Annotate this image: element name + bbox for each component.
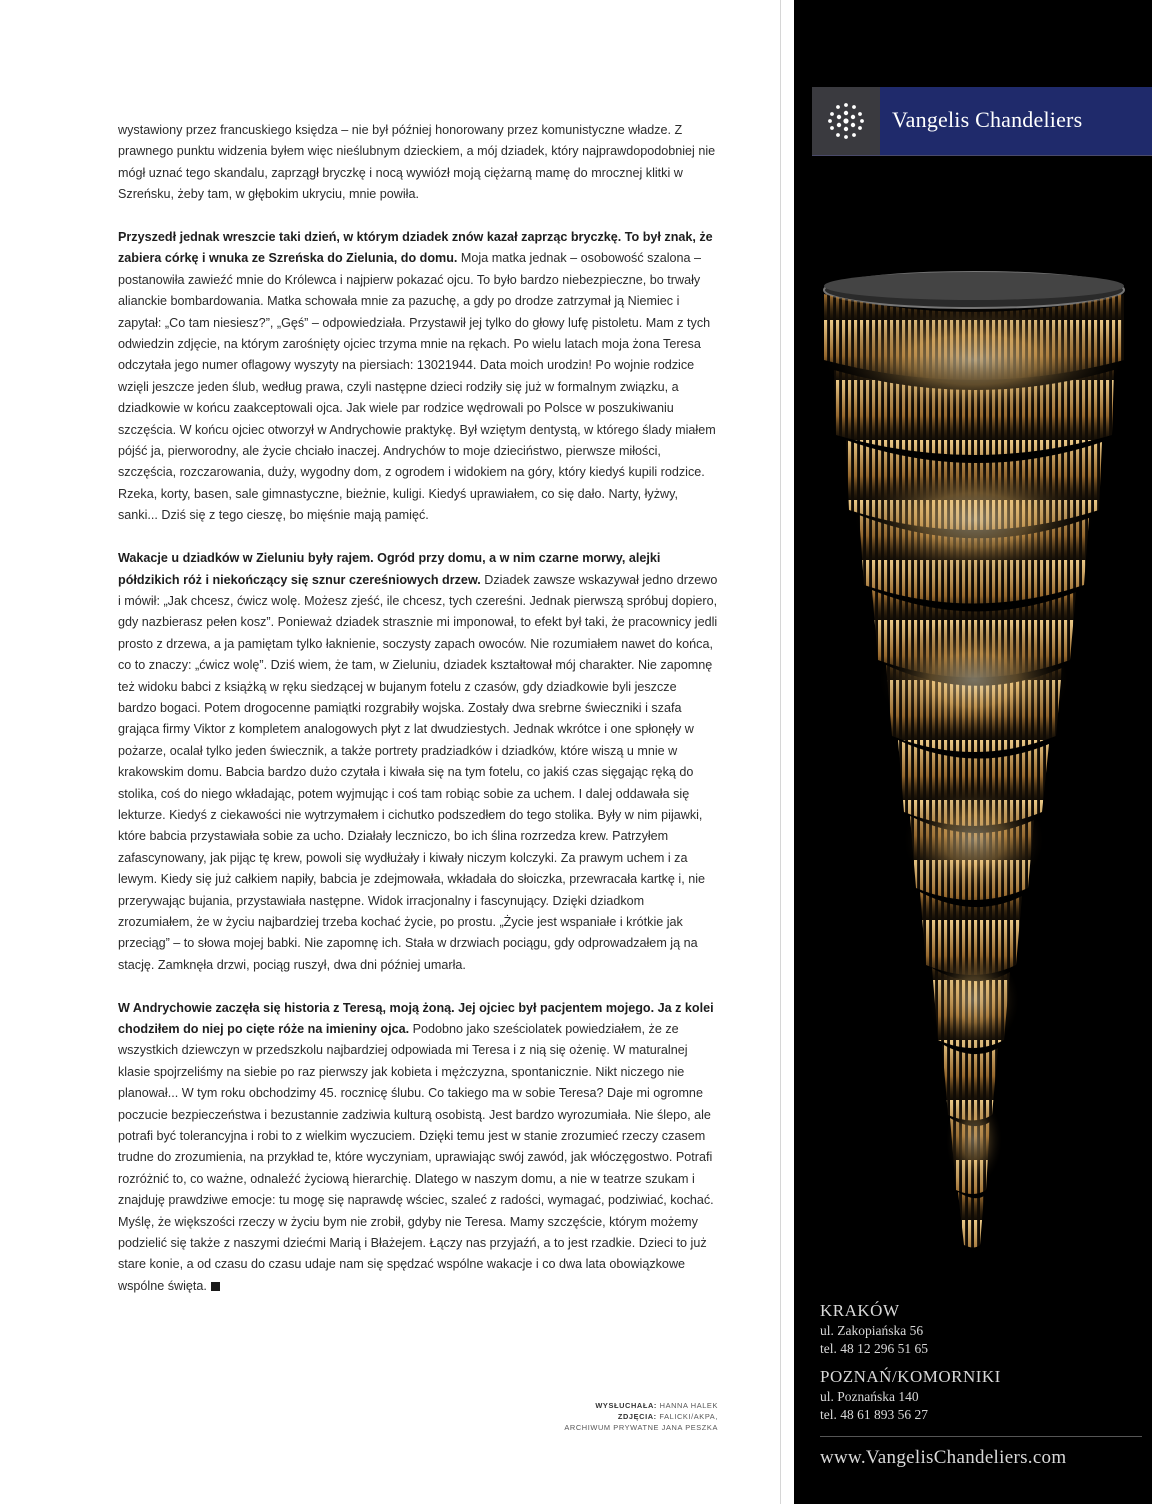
location-phone: tel. 48 61 893 56 27 — [820, 1407, 928, 1422]
ad-divider — [820, 1436, 1142, 1437]
location-city: KRAKÓW — [820, 1301, 900, 1320]
article-column — [118, 120, 718, 1319]
location-phone: tel. 48 12 296 51 65 — [820, 1341, 928, 1356]
paragraph-4-lead: W Andrychowie zaczęła się historia z Teresą, moją żoną. Jej ojciec był pacjentem mojego. Ja z kolei chodziłem do niej po cięte róże na imieniny ojca. — [118, 1000, 714, 1037]
paragraph-1-text: wystawiony przez francuskiego księdza – nie był później honorowany przez komunistyczne władze. Z prawnego punktu widzenia byłem więc nieślubnym dzieckiem, a mój dziadek, który najprawdopodobniej nie mógł uznać tego skandalu, zaprzągł bryczkę i nocą wywiózł moją ciężarną mamę do mrocznej klitki w Szreńsku, żeby tam, w głębokim ukryciu, mnie powiła. — [118, 123, 716, 202]
location-street: ul. Poznańska 140 — [820, 1389, 919, 1404]
paragraph-4-body: Podobno jako sześciolatek powiedziałem, że ze wszystkich dziewczyn w przedszkolu najbardziej odpowiada mi Teresa i z nią się ożenię. W maturalnej klasie spojrzeliśmy na siebie po raz pierwszy jak kobieta i mężczyzna, spontanicznie. Nikt niczego nie planował... W tym roku obchodzimy 45. rocznicę ślubu. Co takiego ma w sobie Teresa? Daje mi ogromne poczucie bezpieczeństwa i bezustannie zadziwia kulturą osobistą. Jest bardzo wyrozumiała. Nie ślepo, ale potrafi być tolerancyjna i robi to z wielkim wyczuciem. Dzięki temu jest w stanie zrozumieć rzeczy czasem trudne do zrozumienia, na przykład te, które wyczyniam, uprawiając swój zawód, jak włóczęgostwo. Potrafi rozróżnić to, co ważne, odnaleźć życiową hierarchię. Dlatego w naszym domu, a nie w teatrze szukam i znajduję prawdziwe emocje: tu mogę się naprawdę wściec, szaleć z radości, wymagać, podziwiać, kochać. Myślę, że większości rzeczy w życiu bym nie zrobił, gdyby nie Teresa. Mamy szczęście, którym możemy podzielić się także z naszymi dziećmi Marią i Błażejem. Łączy nas przyjaźń, a to jest rzadkie. Dzieci to już stare konie, a od czasu do czasu udaje nam się spędzać wspólne wakacje i co dwa lata obowiązkowe wspólne święta. — [118, 1022, 714, 1293]
chandelier-photo — [794, 260, 1152, 1270]
credit-interviewer: WYSŁUCHAŁA: HANNA HALEK — [595, 1401, 718, 1410]
paragraph-1 — [118, 120, 718, 206]
ad-website: www.VangelisChandeliers.com — [820, 1447, 1067, 1468]
brand-name: Vangelis Chandeliers — [892, 107, 1083, 132]
paragraph-2 — [118, 227, 718, 527]
paragraph-2-lead: Przyszedł jednak wreszcie taki dzień, w którym dziadek znów kazał zaprząc bryczkę. To był znak, że zabiera córkę i wnuka ze Szreńska do Zielunia, do domu. — [118, 230, 713, 266]
paragraph-2-body: Moja matka jednak – osobowość szalona – postanowiła zawieźć mnie do Królewca i najpierw pokazać ojcu. To było bardzo niebezpieczne, bo trwały alianckie bombardowania. Matka schowała mnie za pazuchę, a gdy po drodze zatrzymał ją Niemiec i zapytał: „Co tam niesiesz?”, „Gęś” – odpowiedziała. Przystawił jej tylko do głowy lufę pistoletu. Mam z tych odwiedzin zdjęcie, na którym zarośnięty ojciec trzyma mnie na rękach. Po wielu latach moja żona Teresa odczytała jego numer oflagowy wyszyty na piersiach: 13021944. Data moich urodzin! Po wojnie rodzice wzięli jeszcze jeden ślub, według prawa, czyli następne dzieci rodziły się już w formalnym związku, a dziadkowie w końcu zaakceptowali ojca. Jak wiele par rodzice wędrowali po Polsce w poszukiwaniu szczęścia. W końcu ojciec otworzył w Andrychowie praktykę. Był wziętym dentystą, w którego ślady miałem pójść ja, pierworodny, ale życie chciało inaczej. Andrychów to moje dzieciństwo, pierwsze miłości, szczęścia, rozczarowania, duży, wygodny dom, z ogrodem i widokiem na góry, który kiedyś kupili rodzice. Rzeka, korty, basen, sale gimnastyczne, bieżnie, kuligi. Kiedyś uprawiałem, co się dało. Narty, łyżwy, sanki... Dziś się z tego cieszę, bo mięśnie mają pamięć. — [118, 251, 716, 523]
advertisement — [794, 0, 1152, 1504]
location-street: ul. Zakopiańska 56 — [820, 1323, 924, 1338]
paragraph-3 — [118, 548, 718, 976]
credit-archive: ARCHIWUM PRYWATNE JANA PESZKA — [564, 1423, 718, 1432]
credit-photos: ZDJĘCIA: FALICKI/AKPA, — [617, 1412, 718, 1421]
page-fold-line — [780, 0, 781, 1504]
brand-logo — [812, 87, 880, 155]
location-city: POZNAŃ/KOMORNIKI — [820, 1367, 1001, 1386]
article-credits — [420, 1400, 718, 1433]
end-of-article-mark — [211, 1282, 220, 1291]
paragraph-3-body: Dziadek zawsze wskazywał jedno drzewo i mówił: „Jak chcesz, ćwicz wolę. Możesz zjeść, ile chcesz, tych czereśni. Jednak pierwszą spróbuj dopiero, gdy nazbierasz pełen kosz”. Ponieważ dziadek strasznie mi imponował, to efekt był taki, że pracownicy jedli prosto z drzewa, a ja pamiętam tylko łaknienie, soczysty zapach owoców. Nie rozumiałem nawet do końca, co to znaczy: „ćwicz wolę”. Dziś wiem, że tam, w Zieluniu, dziadek kształtował mój charakter. Nie zapomnę też widoku babci z książką w ręku siedzącej w bujanym fotelu z czasów, gdy dziadkowie byli jeszcze bardzo bogaci. Potem drogocenne pamiątki rozgrabiły wojska. Zostały dwa srebrne świeczniki i szafa grająca firmy Viktor z kompletem analogowych płyt z lat dwudziestych. Jednak wkrótce i one spłonęły w pożarze, ocalał tylko jeden świecznik, a także portrety pradziadków i dziadków, które wiszą u mnie w krakowskim domu. Babcia bardzo dużo czytała i kiwała się na tym fotelu, co jakiś czas sięgając ręką do stolika, coś do niego wkładając, potem wyjmując i coś tam robiąc sobie za uchem. I dalej oddawała się lekturze. Kiedyś z ciekawości nie wytrzymałem i cichutko podszedłem do tego stolika. Były w nim pijawki, które babcia przystawiała sobie za ucho. Działały leczniczo, bo ich ślina rozrzedza krew. Patrzyłem zafascynowany, jak pijąc tę krew, powoli się wydłużały i kiwały niczym kolczyki. Za prawym uchem i za lewym. Kiedy się już całkiem napiły, babcia je zdejmowała, wkładała do słoiczka, przewracała kartkę i, nie przerywając bujania, przystawiała następne. Widok irracjonalny i fascynujący. Dzięki dziadkom zrozumiałem, że w życiu najbardziej trzeba kochać życie, po prostu. „Życie jest wspaniałe i krótkie jak przeciąg” – to słowa mojej babki. Nie zapomnę ich. Stała w drzwiach pociągu, gdy odprowadzałem ją na stację. Zamknęła drzwi, pociąg ruszył, dwa dni później umarła. — [118, 572, 718, 972]
paragraph-3-lead: Wakacje u dziadków w Zieluniu były rajem. Ogród przy domu, a w nim czarne morwy, alejki półdzikich róż i niekończący się sznur czereśniowych drzew. — [118, 551, 661, 587]
crystal-dots-icon — [812, 87, 880, 155]
ad-header — [812, 87, 1152, 156]
paragraph-4 — [118, 998, 718, 1298]
ad-addresses — [820, 1300, 1001, 1424]
